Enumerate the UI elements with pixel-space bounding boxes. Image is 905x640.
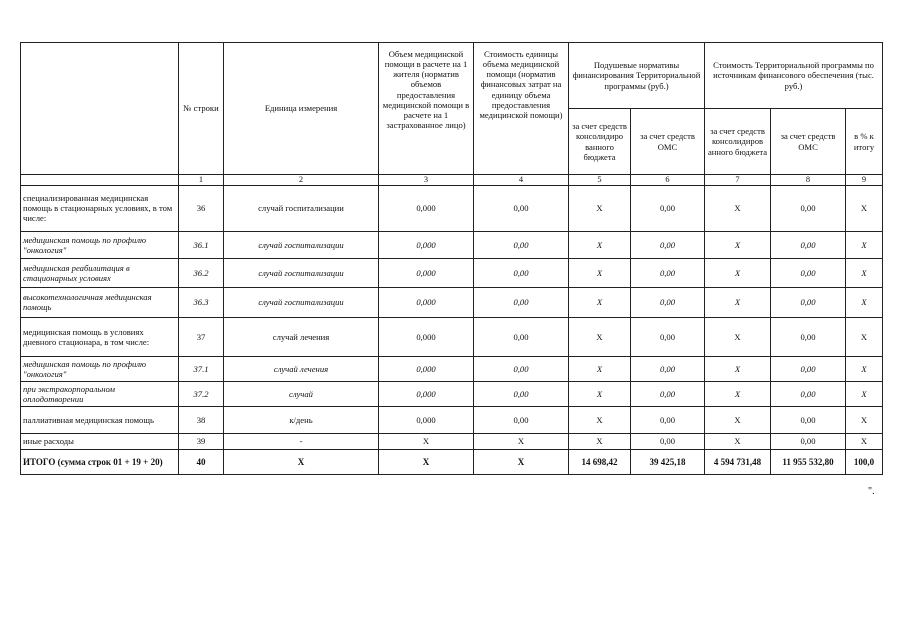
row-cost-budget: X — [705, 317, 771, 356]
row-per-capita-oms: 0,00 — [631, 433, 705, 449]
row-per-capita-budget: X — [569, 406, 631, 433]
table-row — [21, 185, 883, 231]
row-name: паллиативная медицинская помощь — [21, 406, 179, 433]
row-cost-oms: 0,00 — [771, 231, 846, 258]
territorial-program-cost-table — [20, 42, 883, 475]
table-row — [21, 433, 883, 449]
column-number: 2 — [224, 175, 379, 186]
row-cost-budget: X — [705, 231, 771, 258]
row-no: 38 — [179, 406, 224, 433]
row-per-capita-oms: 39 425,18 — [631, 449, 705, 474]
row-per-capita-oms: 0,00 — [631, 406, 705, 433]
row-volume: 0,000 — [379, 185, 474, 231]
row-unit-cost: X — [474, 433, 569, 449]
row-name: медицинская помощь в условиях дневного стационара, в том числе: — [21, 317, 179, 356]
row-percent: X — [846, 231, 883, 258]
row-volume: 0,000 — [379, 231, 474, 258]
column-number: 4 — [474, 175, 569, 186]
row-unit: случай лечения — [224, 317, 379, 356]
row-volume: 0,000 — [379, 406, 474, 433]
row-per-capita-budget: 14 698,42 — [569, 449, 631, 474]
row-name: ИТОГО (сумма строк 01 + 19 + 20) — [21, 449, 179, 474]
row-percent: X — [846, 356, 883, 381]
column-number: 9 — [846, 175, 883, 186]
row-volume: X — [379, 433, 474, 449]
table-row — [21, 356, 883, 381]
row-cost-oms: 0,00 — [771, 356, 846, 381]
row-name: медицинская помощь по профилю "онкология" — [21, 231, 179, 258]
row-name: специализированная медицинская помощь в стационарных условиях, в том числе: — [21, 185, 179, 231]
row-unit-cost: 0,00 — [474, 356, 569, 381]
column-number: 8 — [771, 175, 846, 186]
table-row — [21, 231, 883, 258]
row-unit-cost: 0,00 — [474, 287, 569, 317]
row-unit: случай госпитализации — [224, 185, 379, 231]
row-per-capita-budget: X — [569, 317, 631, 356]
row-name: медицинская помощь по профилю "онкология" — [21, 356, 179, 381]
row-name: медицинская реабилитация в стационарных условиях — [21, 258, 179, 287]
row-unit-cost: X — [474, 449, 569, 474]
row-cost-oms: 0,00 — [771, 317, 846, 356]
row-per-capita-budget: X — [569, 356, 631, 381]
row-cost-oms: 0,00 — [771, 433, 846, 449]
row-volume: 0,000 — [379, 317, 474, 356]
row-no: 36.2 — [179, 258, 224, 287]
row-percent: X — [846, 185, 883, 231]
row-unit-cost: 0,00 — [474, 406, 569, 433]
row-cost-budget: X — [705, 185, 771, 231]
table-row — [21, 381, 883, 406]
row-per-capita-oms: 0,00 — [631, 287, 705, 317]
row-unit: случай госпитализации — [224, 287, 379, 317]
row-no: 37 — [179, 317, 224, 356]
row-unit-cost: 0,00 — [474, 258, 569, 287]
header-unit-cost: Стоимость единицы объема медицинской помощи (норматив финансовых затрат на единицу объема предоставления медицинской помощи) — [474, 43, 569, 175]
row-cost-budget: X — [705, 406, 771, 433]
row-unit-cost: 0,00 — [474, 317, 569, 356]
row-cost-budget: X — [705, 433, 771, 449]
row-percent: X — [846, 258, 883, 287]
column-number: 7 — [705, 175, 771, 186]
column-number: 6 — [631, 175, 705, 186]
header-row-no: № строки — [179, 43, 224, 175]
row-unit-cost: 0,00 — [474, 381, 569, 406]
header-cost-group: Стоимость Территориальной программы по источникам финансового обеспечения (тыс. руб.) — [705, 43, 883, 109]
row-per-capita-oms: 0,00 — [631, 356, 705, 381]
row-per-capita-oms: 0,00 — [631, 258, 705, 287]
row-volume: X — [379, 449, 474, 474]
row-volume: 0,000 — [379, 381, 474, 406]
row-per-capita-oms: 0,00 — [631, 381, 705, 406]
row-cost-budget: 4 594 731,48 — [705, 449, 771, 474]
row-per-capita-oms: 0,00 — [631, 231, 705, 258]
column-number: 3 — [379, 175, 474, 186]
row-percent: X — [846, 317, 883, 356]
row-unit: случай лечения — [224, 356, 379, 381]
row-volume: 0,000 — [379, 258, 474, 287]
row-unit-cost: 0,00 — [474, 185, 569, 231]
row-no: 37.2 — [179, 381, 224, 406]
row-unit: к/день — [224, 406, 379, 433]
row-cost-oms: 11 955 532,80 — [771, 449, 846, 474]
row-per-capita-budget: X — [569, 287, 631, 317]
header-blank-cell — [21, 43, 179, 175]
row-no: 36.3 — [179, 287, 224, 317]
row-per-capita-budget: X — [569, 231, 631, 258]
row-name: иные расходы — [21, 433, 179, 449]
row-cost-oms: 0,00 — [771, 287, 846, 317]
row-percent: 100,0 — [846, 449, 883, 474]
column-number-blank — [21, 175, 179, 186]
header-volume: Объем медицинской помощи в расчете на 1 жителя (норматив объемов предоставления медицинской помощи в расчете на 1 застрахованное лицо) — [379, 43, 474, 175]
header-sub-budget-7: за счет средств консолидиров анного бюджета — [705, 109, 771, 175]
row-per-capita-oms: 0,00 — [631, 185, 705, 231]
row-cost-budget: X — [705, 258, 771, 287]
row-no: 36 — [179, 185, 224, 231]
row-percent: X — [846, 433, 883, 449]
row-volume: 0,000 — [379, 287, 474, 317]
row-percent: X — [846, 406, 883, 433]
row-cost-oms: 0,00 — [771, 381, 846, 406]
row-cost-budget: X — [705, 287, 771, 317]
column-number: 1 — [179, 175, 224, 186]
header-sub-oms-8: за счет средств ОМС — [771, 109, 846, 175]
table-row — [21, 406, 883, 433]
row-cost-budget: X — [705, 381, 771, 406]
row-volume: 0,000 — [379, 356, 474, 381]
header-sub-oms-6: за счет средств ОМС — [631, 109, 705, 175]
row-unit: случай — [224, 381, 379, 406]
row-percent: X — [846, 381, 883, 406]
row-per-capita-oms: 0,00 — [631, 317, 705, 356]
row-unit-cost: 0,00 — [474, 231, 569, 258]
row-unit: случай госпитализации — [224, 231, 379, 258]
row-per-capita-budget: X — [569, 258, 631, 287]
header-sub-pct-9: в % к итогу — [846, 109, 883, 175]
row-name: при экстракорпоральном оплодотворении — [21, 381, 179, 406]
table-row — [21, 317, 883, 356]
row-cost-oms: 0,00 — [771, 406, 846, 433]
column-number: 5 — [569, 175, 631, 186]
row-no: 37.1 — [179, 356, 224, 381]
row-per-capita-budget: X — [569, 433, 631, 449]
row-unit: случай госпитализации — [224, 258, 379, 287]
header-unit: Единица измерения — [224, 43, 379, 175]
row-cost-oms: 0,00 — [771, 185, 846, 231]
row-name: высокотехнологичная медицинская помощь — [21, 287, 179, 317]
row-no: 40 — [179, 449, 224, 474]
row-unit: - — [224, 433, 379, 449]
row-percent: X — [846, 287, 883, 317]
row-per-capita-budget: X — [569, 185, 631, 231]
header-sub-budget-5: за счет средств консолидиро ванного бюджета — [569, 109, 631, 175]
row-per-capita-budget: X — [569, 381, 631, 406]
header-per-capita-group: Подушевые нормативы финансирования Территориальной программы (руб.) — [569, 43, 705, 109]
row-no: 36.1 — [179, 231, 224, 258]
row-no: 39 — [179, 433, 224, 449]
row-cost-budget: X — [705, 356, 771, 381]
table-row — [21, 287, 883, 317]
row-cost-oms: 0,00 — [771, 258, 846, 287]
trailing-quote-mark: ". — [868, 486, 875, 497]
column-number-row — [21, 175, 883, 186]
row-unit: X — [224, 449, 379, 474]
table-row — [21, 258, 883, 287]
total-row — [21, 449, 883, 474]
